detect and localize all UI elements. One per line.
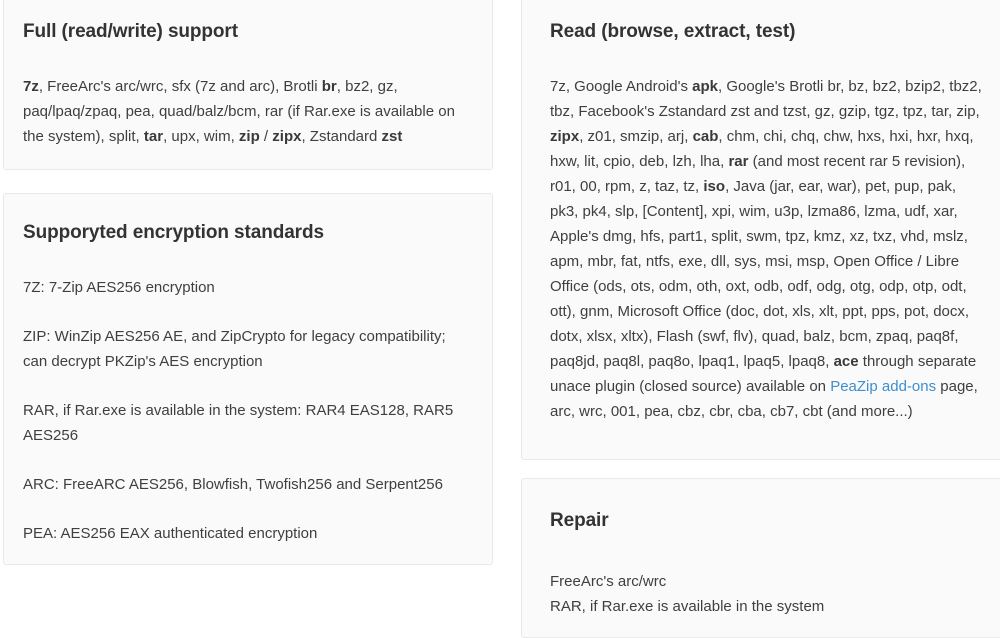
text-segment: RAR, if Rar.exe is available in the system: RAR4 EAS128, RAR5 AES256 [23,402,454,444]
panel-title-full-read-write: Full (read/write) support [23,21,238,42]
peazip-addons-link[interactable]: PeaZip add-ons [830,378,937,395]
paragraph [550,594,984,619]
bold-text: ace [833,353,859,370]
panel-body-full-read-write [23,74,468,149]
bold-text: 7z [23,78,39,95]
text-segment: through separate unace plugin (closed source) available on [550,353,977,395]
panel-body-encryption-standards [23,275,468,546]
text-segment: ARC: FreeARC AES256, Blowfish, Twofish256 and Serpent256 [23,476,443,493]
bold-text: cab [692,128,719,145]
text-segment: , z01, smzip, arj, [579,128,693,145]
bold-text: rar [728,153,749,170]
text-segment: , FreeArc's arc/wrc, sfx (7z and arc), Brotli [38,78,322,95]
panel-repair [521,478,1000,638]
bold-text: zipx [550,128,580,145]
panel-body-repair [550,569,984,619]
text-segment: (and most recent rar 5 revision), r01, 00, rpm, z, taz, tz, [550,153,966,195]
paragraph [23,324,468,374]
bold-text: br [321,78,337,95]
text-segment: FreeArc's arc/wrc [550,573,667,590]
text-segment: 7z, Google Android's [550,78,693,95]
text-segment: , Google's Brotli br, bz, bz2, bzip2, tbz2, tbz, Facebook's Zstandard zst and tzst, gz, gzip, tgz, tpz, tar, zip, [550,78,982,120]
text-segment: , Java (jar, ear, war), pet, pup, pak, pk3, pk4, slp, [Content], xpi, wim, u3p, lzma86, lzma, udf, xar, Apple's dmg, hfs, part1, split, swm, tpz, kmz, xz, txz, vhd, mslz, apm, mbr, fat, ntfs, exe, dll, sys, msi, msp, Open Office / Libre Office (ods, ots, odm, oth, oxt, odb, odf, odg, otg, odp, otp, odt, ott), gnm, Microsoft Office (doc, dot, xls, xlt, ppt, pps, pot, docx, dotx, xlsx, xltx), Flash (swf, flv), quad, balz, bcm, zpaq, paq8f, paq8jd, paq8l, paq8o, lpaq1, lpaq5, lpaq8, [550,178,970,370]
bold-text: zst [381,128,403,145]
bold-text: apk [692,78,718,95]
paragraph [23,275,468,300]
panel-title-repair: Repair [550,510,609,531]
paragraph [23,74,468,149]
text-segment: 7Z: 7-Zip AES256 encryption [23,279,215,296]
paragraph [23,472,468,497]
panel-title-encryption-standards: Supporyted encryption standards [23,222,324,243]
bold-text: zipx [272,128,302,145]
paragraph [550,569,984,594]
text-segment: , upx, wim, [163,128,239,145]
text-segment: , Zstandard [301,128,382,145]
panel-encryption-standards [3,193,493,565]
text-segment: ZIP: WinZip AES256 AE, and ZipCrypto for legacy compatibility; can decrypt PKZip's AES encryption [23,328,446,370]
text-segment: , bz2, gz, paq/lpaq/zpaq, pea, quad/balz/bcm, rar (if Rar.exe is available on the system), split, [23,78,455,145]
paragraph [23,521,468,546]
paragraph [23,398,468,448]
bold-text: tar [143,128,164,145]
paragraph [550,74,984,424]
panel-full-read-write-support [3,0,493,170]
panel-read-browse-extract-test [521,0,1000,460]
panel-title-read-browse-extract-test: Read (browse, extract, test) [550,21,796,42]
text-segment: page, arc, wrc, 001, pea, cbz, cbr, cba, cb7, cbt (and more...) [550,378,978,420]
text-segment: RAR, if Rar.exe is available in the system [550,598,825,615]
bold-text: iso [703,178,726,195]
text-segment: / [259,128,273,145]
text-segment: PEA: AES256 EAX authenticated encryption [23,525,318,542]
panel-body-read-browse-extract-test [550,74,984,424]
bold-text: zip [238,128,260,145]
text-segment: , chm, chi, chq, chw, hxs, hxi, hxr, hxq, hxw, lit, cpio, deb, lzh, lha, [550,128,974,170]
